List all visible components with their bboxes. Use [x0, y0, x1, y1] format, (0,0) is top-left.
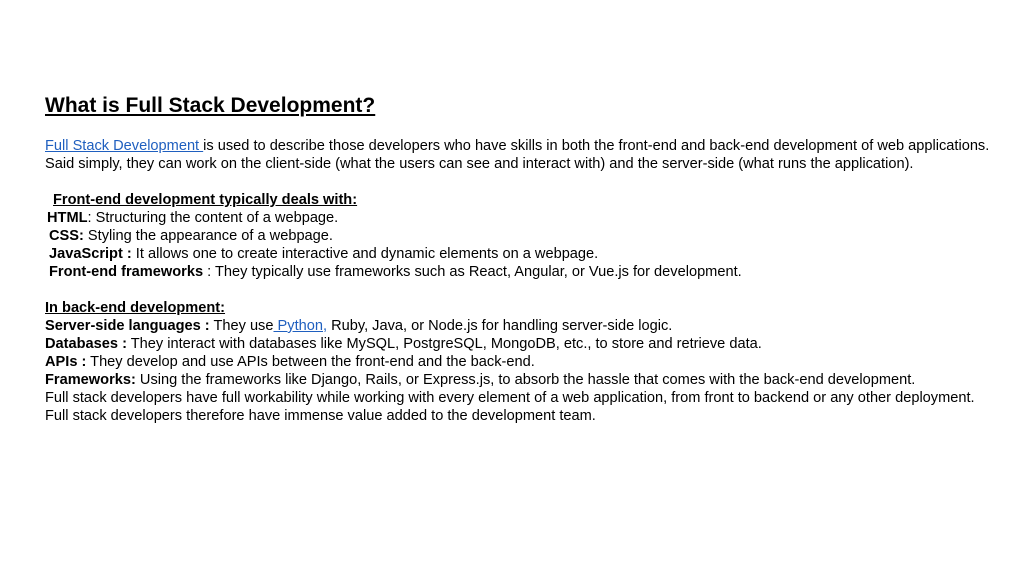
frontend-heading — [45, 191, 995, 209]
frontend-heading-text: Front-end development typically deals with: — [53, 192, 358, 208]
frontend-item-text: It allows one to create interactive and dynamic elements on a webpage. — [131, 246, 599, 262]
backend-item-databases — [45, 335, 995, 353]
backend-item-label: APIs : — [45, 354, 87, 370]
backend-item-label: Databases : — [45, 336, 127, 352]
intro-paragraph — [45, 137, 995, 173]
frontend-item-text: : They typically use frameworks such as React, Angular, or Vue.js for development. — [203, 264, 742, 280]
backend-item-text: Ruby, Java, or Node.js for handling server-side logic. — [327, 318, 673, 334]
full-stack-development-link[interactable]: Full Stack Development — [45, 138, 204, 154]
python-link[interactable]: Python, — [273, 318, 328, 334]
frontend-item-html — [45, 209, 995, 227]
frontend-item-label: JavaScript : — [49, 246, 132, 262]
page-title: What is Full Stack Development? — [45, 94, 376, 117]
closing-paragraph: Full stack developers have full workability while working with every element of a web application, from front to backend or any other deployment. Full stack developers therefore have immense value added to the development team. — [45, 390, 975, 424]
backend-item-text: They interact with databases like MySQL, PostgreSQL, MongoDB, etc., to store and retrieve data. — [126, 336, 762, 352]
backend-item-frameworks — [45, 371, 995, 389]
frontend-item-text: Styling the appearance of a webpage. — [83, 228, 333, 244]
document-body — [45, 137, 995, 425]
spacer — [45, 173, 995, 191]
backend-item-label: Server-side languages : — [45, 318, 210, 334]
backend-heading: In back-end development: — [45, 300, 226, 316]
frontend-item-label: Front-end frameworks — [49, 264, 204, 280]
backend-item-server — [45, 317, 995, 335]
slide-content — [45, 92, 995, 425]
frontend-item-javascript — [45, 245, 995, 263]
frontend-item-label: CSS: — [49, 228, 84, 244]
frontend-item-label: HTML — [47, 210, 88, 226]
intro-text: is used to describe those developers who have skills in both the front-end and back-end development of web applications. Said simply, they can work on the client-side (what the users can see and interact with) and the server-side (what runs the application). — [45, 138, 990, 172]
frontend-item-css — [45, 227, 995, 245]
backend-item-apis — [45, 353, 995, 371]
frontend-item-text: : Structuring the content of a webpage. — [87, 210, 339, 226]
backend-item-label: Frameworks: — [45, 372, 136, 388]
backend-item-text: They develop and use APIs between the front-end and the back-end. — [86, 354, 535, 370]
spacer — [45, 281, 995, 299]
backend-item-text: Using the frameworks like Django, Rails, or Express.js, to absorb the hassle that comes with the back-end development. — [135, 372, 916, 388]
backend-item-text: They use — [209, 318, 274, 334]
frontend-item-frameworks — [45, 263, 995, 281]
